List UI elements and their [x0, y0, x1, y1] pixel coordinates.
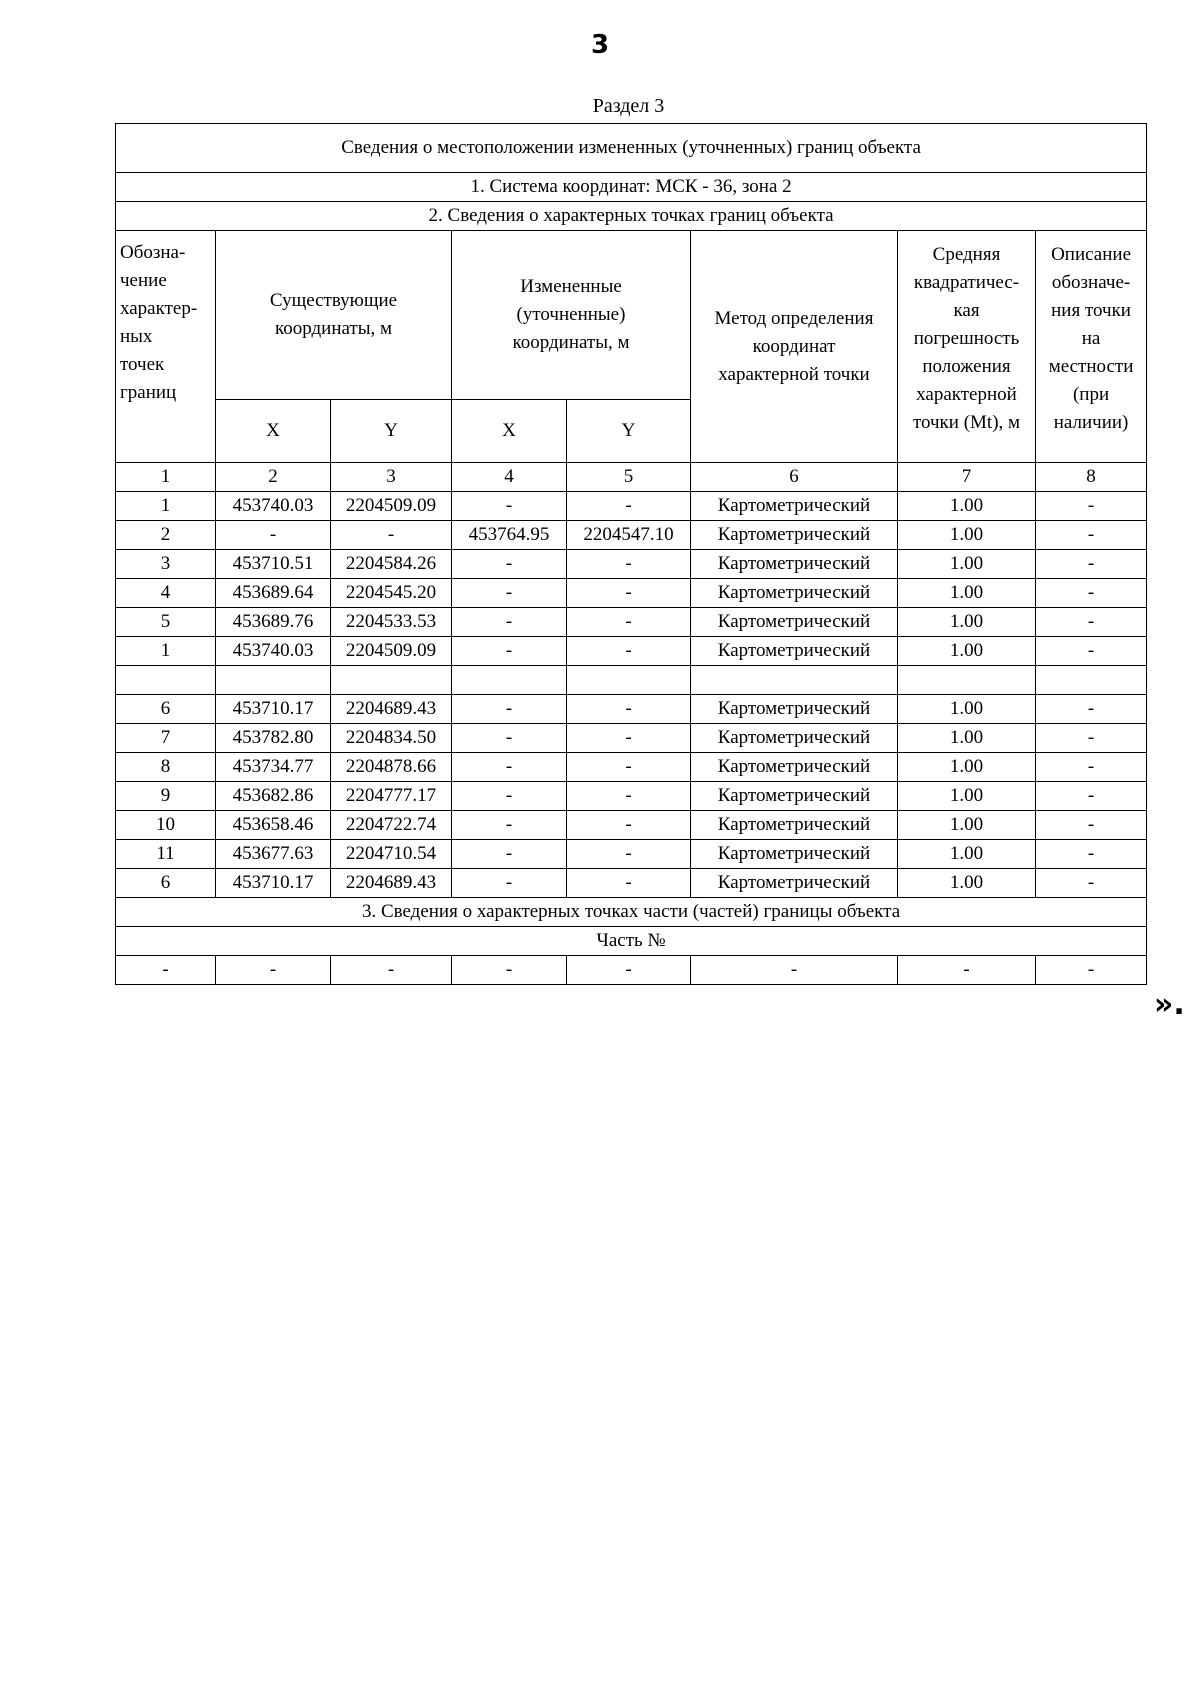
table-cell: 1 — [116, 637, 216, 666]
table-cell: - — [567, 724, 691, 753]
table-cell: - — [1036, 956, 1147, 985]
table-cell: Картометрический — [691, 840, 898, 869]
table-row — [116, 492, 1147, 521]
table-cell: - — [452, 724, 567, 753]
table-cell: 2204533.53 — [331, 608, 452, 637]
table-cell — [567, 666, 691, 695]
table-cell: - — [691, 956, 898, 985]
table-row — [116, 869, 1147, 898]
table-cell: 453740.03 — [216, 637, 331, 666]
table-cell: - — [452, 956, 567, 985]
table-cell: - — [567, 869, 691, 898]
table-cell: - — [1036, 782, 1147, 811]
table-title: Сведения о местоположении измененных (уточненных) границ объекта — [116, 124, 1147, 173]
header-designation — [116, 231, 216, 463]
table-cell: - — [567, 637, 691, 666]
table-cell: 7 — [898, 463, 1036, 492]
table-cell: - — [452, 608, 567, 637]
table-cell: 4 — [452, 463, 567, 492]
table-cell: - — [1036, 608, 1147, 637]
header-method — [691, 231, 898, 463]
table-cell: 453710.17 — [216, 869, 331, 898]
table-cell: 1.00 — [898, 753, 1036, 782]
table-row — [116, 782, 1147, 811]
parts-table-row — [116, 956, 1147, 985]
table-cell: - — [452, 550, 567, 579]
table-cell: Картометрический — [691, 608, 898, 637]
table-row — [116, 666, 1147, 695]
table-cell: 453710.17 — [216, 695, 331, 724]
header-description — [1036, 231, 1147, 463]
table-cell: Картометрический — [691, 695, 898, 724]
table-cell: 1 — [116, 463, 216, 492]
table-cell: - — [567, 956, 691, 985]
table-cell: 1 — [116, 492, 216, 521]
table-cell: 10 — [116, 811, 216, 840]
table-cell: 6 — [116, 869, 216, 898]
table-cell: - — [567, 840, 691, 869]
table-cell: 2204834.50 — [331, 724, 452, 753]
table-cell: 5 — [116, 608, 216, 637]
table-cell: 9 — [116, 782, 216, 811]
page-number: 3 — [590, 30, 610, 60]
table-cell — [452, 666, 567, 695]
table-cell: - — [567, 492, 691, 521]
table-cell: - — [452, 782, 567, 811]
table-cell — [898, 666, 1036, 695]
table-cell — [331, 666, 452, 695]
table-cell: - — [567, 753, 691, 782]
table-row — [116, 608, 1147, 637]
header-changed-x: X — [452, 400, 567, 463]
table-cell: - — [567, 695, 691, 724]
table-cell: 453764.95 — [452, 521, 567, 550]
table-cell: 7 — [116, 724, 216, 753]
table-row — [116, 811, 1147, 840]
table-cell: 453710.51 — [216, 550, 331, 579]
table-cell: 453782.80 — [216, 724, 331, 753]
table-cell: 453734.77 — [216, 753, 331, 782]
table-cell: - — [452, 840, 567, 869]
table-cell: Картометрический — [691, 550, 898, 579]
table-cell: - — [1036, 492, 1147, 521]
table-cell: - — [216, 521, 331, 550]
table-cell: 1.00 — [898, 869, 1036, 898]
table-cell: 8 — [1036, 463, 1147, 492]
table-cell: 2204722.74 — [331, 811, 452, 840]
table-cell: 2204509.09 — [331, 637, 452, 666]
table-row — [116, 695, 1147, 724]
table-row — [116, 637, 1147, 666]
table-cell: 453740.03 — [216, 492, 331, 521]
header-designation-text: Обозна- чение характер- ных точек границ — [120, 242, 198, 403]
table-cell: Картометрический — [691, 753, 898, 782]
table-cell: 1.00 — [898, 521, 1036, 550]
header-changed — [452, 231, 691, 400]
header-error — [898, 231, 1036, 463]
points-heading: 2. Сведения о характерных точках границ объекта — [116, 202, 1147, 231]
table-cell: - — [452, 579, 567, 608]
table-cell: 2 — [116, 521, 216, 550]
table-cell: - — [898, 956, 1036, 985]
table-row — [116, 521, 1147, 550]
table-cell: 3 — [331, 463, 452, 492]
header-existing-x: X — [216, 400, 331, 463]
header-description-text: Описание обозначе- ния точки на местности (при наличии) — [1048, 244, 1134, 433]
table-cell: 4 — [116, 579, 216, 608]
table-row — [116, 753, 1147, 782]
table-cell: - — [1036, 811, 1147, 840]
table-cell: 2204545.20 — [331, 579, 452, 608]
table-cell: 1.00 — [898, 579, 1036, 608]
table-cell: - — [567, 579, 691, 608]
table-cell: - — [1036, 550, 1147, 579]
header-existing-y: Y — [331, 400, 452, 463]
parts-heading-row — [116, 898, 1147, 927]
table-cell: - — [452, 492, 567, 521]
table-cell: Картометрический — [691, 579, 898, 608]
section-label: Раздел 3 — [592, 95, 665, 117]
table-cell: - — [331, 521, 452, 550]
table-cell: 1.00 — [898, 492, 1036, 521]
table-cell: - — [1036, 579, 1147, 608]
table-cell: - — [1036, 724, 1147, 753]
table-cell: Картометрический — [691, 637, 898, 666]
table-cell: 3 — [116, 550, 216, 579]
table-cell: - — [1036, 840, 1147, 869]
column-number-row — [116, 463, 1147, 492]
table-cell: 1.00 — [898, 550, 1036, 579]
header-changed-y: Y — [567, 400, 691, 463]
table-cell: - — [452, 869, 567, 898]
header-error-text: Средняя квадратичес- кая погрешность положения характерной точки (Mt), м — [912, 244, 1021, 433]
table-cell: 5 — [567, 463, 691, 492]
header-changed-text: Измененные (уточненные) координаты, м — [512, 276, 630, 353]
table-cell: - — [1036, 521, 1147, 550]
table-row — [116, 840, 1147, 869]
table-cell: 2204547.10 — [567, 521, 691, 550]
table-cell: 1.00 — [898, 840, 1036, 869]
table-cell: - — [567, 608, 691, 637]
table-cell: Картометрический — [691, 521, 898, 550]
part-number-label: Часть № — [116, 927, 1147, 956]
table-row — [116, 550, 1147, 579]
table-cell: 1.00 — [898, 608, 1036, 637]
table-cell: 1.00 — [898, 637, 1036, 666]
table-cell: - — [452, 695, 567, 724]
table-cell: Картометрический — [691, 492, 898, 521]
table-cell: - — [1036, 753, 1147, 782]
table-cell: 2204509.09 — [331, 492, 452, 521]
table-cell: Картометрический — [691, 811, 898, 840]
table-cell: 453689.64 — [216, 579, 331, 608]
table-cell: 2 — [216, 463, 331, 492]
table-cell: Картометрический — [691, 724, 898, 753]
table-cell: 453689.76 — [216, 608, 331, 637]
table-cell: 453682.86 — [216, 782, 331, 811]
table-cell: 1.00 — [898, 811, 1036, 840]
table-cell: - — [567, 782, 691, 811]
table-row — [116, 579, 1147, 608]
table-cell — [691, 666, 898, 695]
table-cell: 2204689.43 — [331, 869, 452, 898]
table-cell — [116, 666, 216, 695]
coordinate-system: 1. Система координат: МСК - 36, зона 2 — [116, 173, 1147, 202]
table-cell: - — [1036, 695, 1147, 724]
table-cell: 8 — [116, 753, 216, 782]
table-cell: Картометрический — [691, 782, 898, 811]
table-cell: 1.00 — [898, 724, 1036, 753]
table-cell: - — [452, 811, 567, 840]
table-cell: 6 — [691, 463, 898, 492]
table-cell: 2204878.66 — [331, 753, 452, 782]
table-cell: 2204689.43 — [331, 695, 452, 724]
header-existing — [216, 231, 452, 400]
table-cell: 2204777.17 — [331, 782, 452, 811]
table-cell: 11 — [116, 840, 216, 869]
table-cell: - — [567, 811, 691, 840]
table-cell: 1.00 — [898, 782, 1036, 811]
table-cell — [1036, 666, 1147, 695]
table-cell: - — [116, 956, 216, 985]
table-cell: 2204584.26 — [331, 550, 452, 579]
table-cell: 6 — [116, 695, 216, 724]
closing-quote-mark: ». — [1154, 987, 1185, 1022]
table-cell — [216, 666, 331, 695]
table-cell: 1.00 — [898, 695, 1036, 724]
table-cell: - — [452, 637, 567, 666]
table-cell: - — [331, 956, 452, 985]
table-cell: - — [1036, 869, 1147, 898]
parts-heading: 3. Сведения о характерных точках части (частей) границы объекта — [116, 898, 1147, 927]
table-cell: 453658.46 — [216, 811, 331, 840]
part-number-row — [116, 927, 1147, 956]
table-cell: Картометрический — [691, 869, 898, 898]
boundary-table — [115, 123, 1147, 985]
table-cell: - — [567, 550, 691, 579]
table-row — [116, 724, 1147, 753]
table-cell: 453677.63 — [216, 840, 331, 869]
table-cell: - — [216, 956, 331, 985]
header-existing-text: Существующие координаты, м — [269, 290, 398, 339]
table-cell: - — [452, 753, 567, 782]
table-cell: 2204710.54 — [331, 840, 452, 869]
header-method-text: Метод определения координат характерной точки — [714, 307, 874, 385]
table-cell: - — [1036, 637, 1147, 666]
